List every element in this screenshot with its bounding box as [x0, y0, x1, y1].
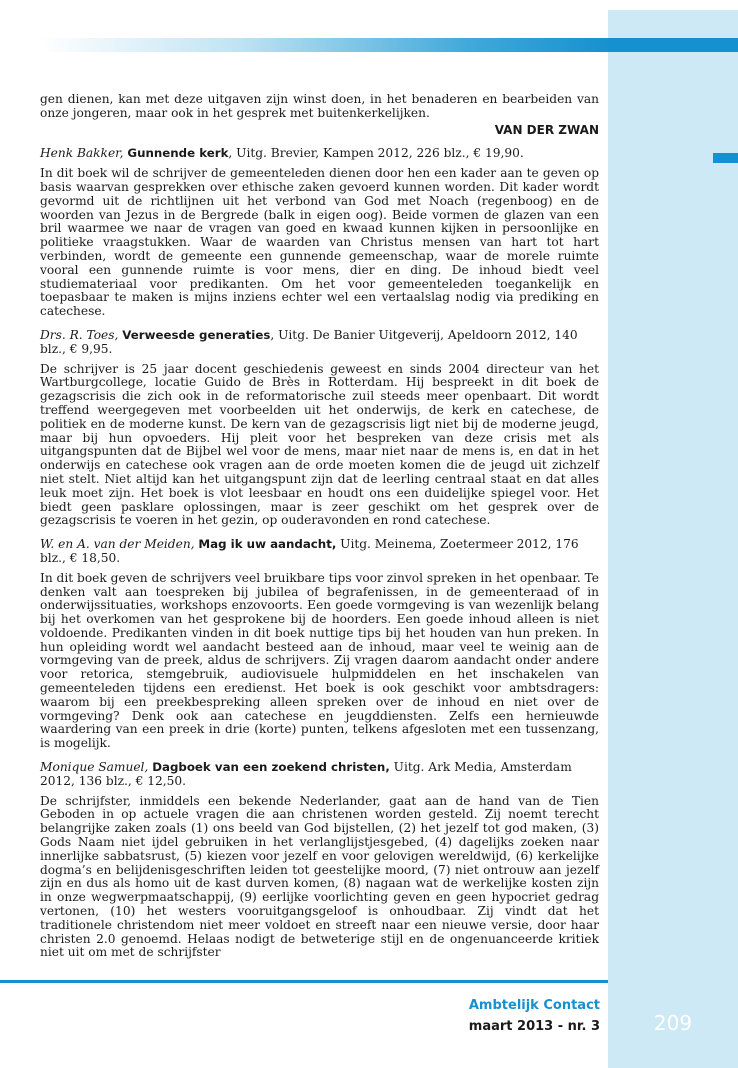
footer-rule — [0, 980, 608, 983]
header-gradient-bar — [40, 38, 610, 52]
book-details: Uitg. Meinema, Zoetermeer 2012, 176 blz., € 18,50. — [40, 537, 579, 565]
journal-name: Ambtelijk Contact — [468, 998, 600, 1013]
book-author: Henk Bakker, — [40, 146, 124, 161]
book-reference — [40, 329, 599, 357]
journal-issue: maart 2013 - nr. 3 — [468, 1019, 600, 1034]
book-reference — [40, 538, 599, 566]
side-tab-marker — [713, 153, 738, 163]
review-body: In dit boek geven de schrijvers veel bruikbare tips voor zinvol spreken in het openbaar. Te denken valt aan toespreken bij jubilea of begrafenissen, in de gemeenteraad of in onderwijssituaties, workshops enzovoorts. Een goede vormgeving is van wezenlijk belang bij het overkomen van het gesprokene bij de hoorders. Een goede inhoud alleen is niet voldoende. Predikanten vinden in dit boek nuttige tips bij het houden van hun preken. In hun opleiding wordt wel aandacht besteed aan de inhoud, maar veel te weinig aan de vormgeving van de preek, aldus de schrijvers. Zij vragen daarom aandacht onder andere voor retorica, stemgebruik, audiovisuele hulpmiddelen en het inschakelen van gemeenteleden tijdens een eredienst. Het boek is ook geschikt voor ambtsdragers: waarom bij een preekbespreking alleen spreken over de inhoud en niet over de vormgeving? Denk ook aan catechese en jeugddiensten. Zelfs een hernieuwde waardering van een preek in drie (korte) punten, telkens afgesloten met een tussenzang, is mogelijk. — [40, 570, 599, 751]
book-reference — [40, 147, 599, 161]
book-title: Verweesde generaties — [122, 327, 271, 342]
book-details: , Uitg. De Banier Uitgeverij, Apeldoorn 2012, 140 blz., € 9,95. — [40, 327, 578, 356]
intro-paragraph: gen dienen, kan met deze uitgaven zijn winst doen, in het benaderen en bearbeiden van onze jongeren, maar ook in het gesprek met buitenkerkelijken. — [40, 92, 599, 120]
review-body: In dit boek wil de schrijver de gemeenteleden dienen door hen een kader aan te geven op basis waarvan gesprekken over ethische zaken gevoerd kunnen worden. Dit kader wordt gevormd uit de richtlijnen uit het verbond van God met Noach (regenboog) en de woorden van Jezus in de Bergrede (balk in eigen oog). Beide vormen de glazen van een bril waarmee we naar de vragen van goed en kwaad kunnen kijken in persoonlijke en politieke vraagstukken. Waar de waarden van Christus mensen van hart tot hart verbinden, wordt de gemeente een gunnende gemeenschap, waar de morele ruimte vooral een gunnende ruimte is voor mens, dier en ding. De inhoud biedt veel studiemateriaal voor predikanten. Om het voor gemeenteleden toegankelijk en toepasbaar te maken is mijns inziens echter wel een vertaalslag nodig via prediking en catechese. — [40, 166, 599, 319]
review-body: De schrijver is 25 jaar docent geschiedenis geweest en sinds 2004 directeur van het Wartburgcollege, locatie Guido de Brès in Rotterdam. Hij bespreekt in dit boek de gezagscrisis die zich ook in de reformatorische zuil steeds meer openbaart. Dit wordt treffend weergegeven met voorbeelden uit het onderwijs, de kerk en catechese, de politiek en de moderne kunst. De kern van de gezagscrisis ligt niet bij de moderne jeugd, maar bij hun opvoeders. Hij pleit voor het bespreken van deze crisis met als uitgangspunten dat de Bijbel wel voor de mens, maar niet naar de mens is, en dat in het onderwijs en catechese ook vragen aan de orde moeten komen die de jeugd uit zichzelf niet stelt. Niet altijd kan het uitgangspunt zijn dat de leerling centraal staat en dat alles leuk moet zijn. Het boek is vlot leesbaar en houdt ons een duidelijke spiegel voor. Het biedt geen pasklare oplossingen, maar is zeer geschikt om het gesprek over de gezagscrisis te voeren in het gezin, op ouderavonden en rond catechese. — [40, 361, 599, 528]
book-details: , Uitg. Brevier, Kampen 2012, 226 blz., € 19,90. — [228, 146, 524, 161]
book-title: Dagboek van een zoekend christen, — [152, 760, 390, 775]
review-signature: VAN DER ZWAN — [494, 122, 599, 137]
article-content — [40, 93, 599, 960]
book-details: Uitg. Ark Media, Amsterdam 2012, 136 blz., € 12,50. — [40, 760, 572, 788]
review-body: De schrijfster, inmiddels een bekende Nederlander, gaat aan de hand van de Tien Geboden in op actuele vragen die aan christenen worden gesteld. Zij noemt terecht belangrijke zaken zoals (1) ons beeld van God bijstellen, (2) het jezelf tot god maken, (3) Gods Naam niet ijdel gebruiken in het verlanglijstjesgebed, (4) dagelijks zoeken naar innerlijke sabbatsrust, (5) kiezen voor jezelf en voor gelovigen wereldwijd, (6) kerkelijke dogma’s en belijdenisgeschriften leiden tot geestelijke moord, (7) niet ontrouw aan jezelf zijn en dus als homo uit de kast durven komen, (8) nagaan wat de werkelijke kosten zijn in onze wegwerpmaatschappij, (9) eerlijke voorlichting geven en geen hypocriet gedrag vertonen, (10) het westers vooruitgangsgeloof is onhoudbaar. Zij vindt dat het traditionele christendom niet meer voldoet en streeft naar een nieuwe versie, door haar christen 2.0 genoemd. Helaas nodigt de betweterige stijl en de ongenuanceerde kritiek niet uit om met de schrijfster — [40, 793, 599, 960]
book-title: Gunnende kerk — [127, 146, 229, 161]
book-author: Monique Samuel, — [40, 760, 149, 775]
page-number: 209 — [653, 1011, 693, 1035]
book-author: Drs. R. Toes, — [40, 327, 119, 342]
footer-journal-block — [469, 995, 600, 1037]
side-panel — [608, 10, 738, 1068]
book-author: W. en A. van der Meiden, — [40, 537, 195, 552]
book-reference — [40, 761, 599, 789]
book-title: Mag ik uw aandacht, — [198, 537, 337, 552]
header-bar-extension — [608, 38, 738, 52]
